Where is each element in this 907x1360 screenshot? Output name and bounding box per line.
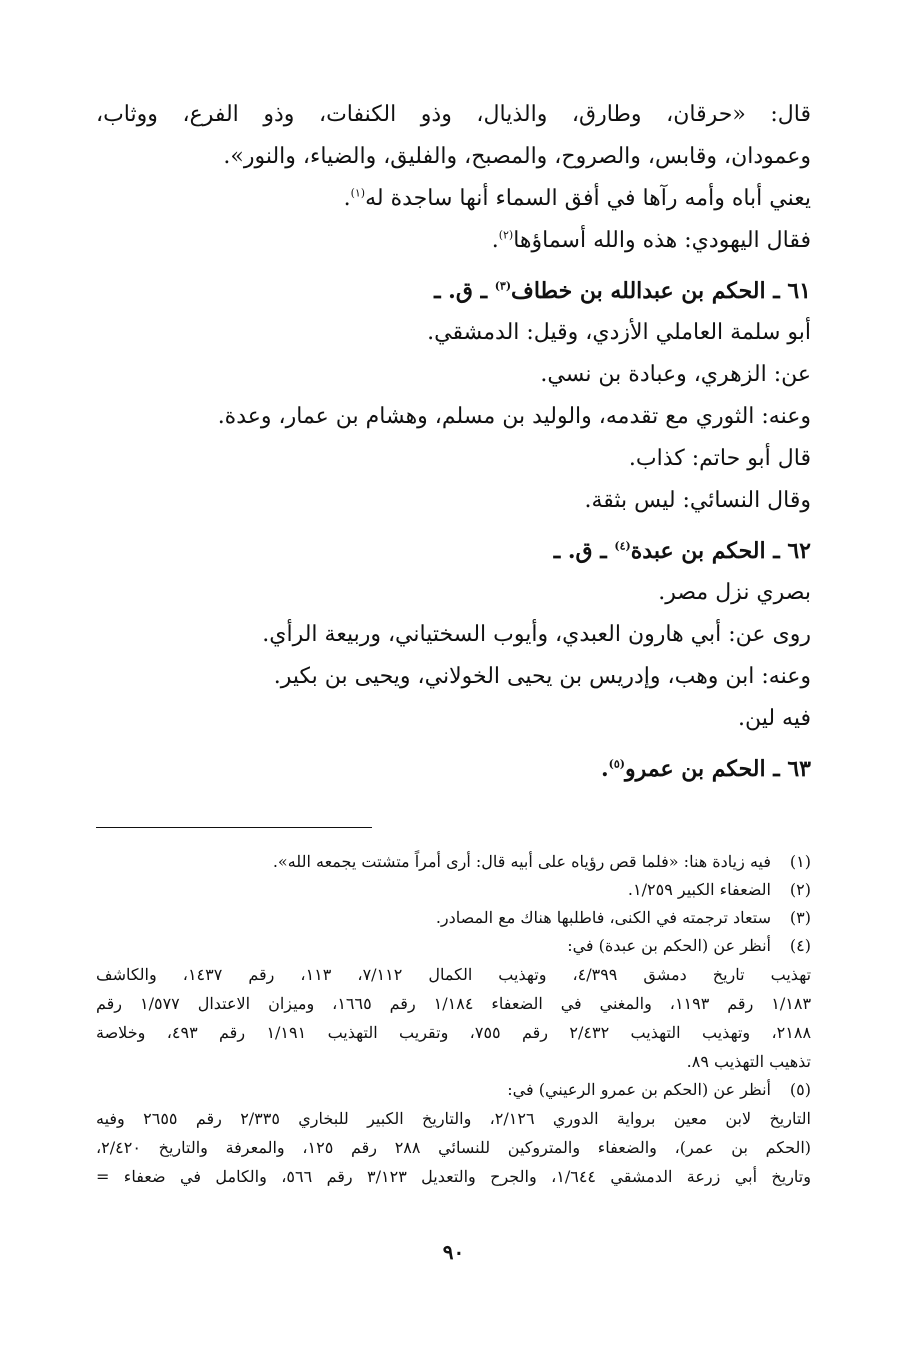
footnote-body [96, 876, 771, 904]
text-line: وعنه: ابن وهب، وإدريس بن يحيى الخولاني، ويحيى بن بكير. [273, 664, 811, 689]
entry-heading: ٦١ ـ الحكم بن عبدالله بن خطاف$^{(٣)}$ ـ ق. ـ [434, 278, 811, 304]
footnote [96, 904, 811, 932]
footnote-ref[interactable]: (٣) [494, 279, 512, 293]
footnote-number: (١) [789, 852, 811, 871]
footnote-number: (٣) [789, 908, 811, 927]
footnote-text: أنظر عن (الحكم بن عمرو الرعيني) في: [507, 1080, 771, 1099]
text-line: قال أبو حاتم: كذاب. [628, 446, 811, 471]
text-line: عن: الزهري، وعبادة بن نسي. [540, 362, 811, 387]
footnote-ref[interactable]: (٢) [498, 228, 514, 242]
text-line: وعمودان، وقابس، والصروح، والمصبح، والفليق، والضياء، والنور». [223, 144, 811, 169]
footnotes [96, 848, 811, 1191]
footnote-number: (٥) [789, 1080, 811, 1099]
text-line: وقال النسائي: ليس بثقة. [584, 488, 811, 513]
text-line: أبو سلمة العاملي الأزدي، وقيل: الدمشقي. [427, 320, 811, 345]
text-line: روى عن: أبي هارون العبدي، وأيوب السختياني، وربيعة الرأي. [262, 622, 811, 647]
footnote-line: تذهيب التهذيب ٨٩. [686, 1052, 811, 1071]
footnote-body [96, 904, 771, 932]
text-line: قال: «حرقان، وطارق، والذيال، وذو الكنفات، وذو الفرع، ووثاب، [96, 102, 811, 127]
footnote-body [96, 848, 771, 876]
footnote-text: أنظر عن (الحكم بن عبدة) في: [567, 936, 771, 955]
footnote-number: (٢) [789, 880, 811, 899]
entry-heading: ٦٢ ـ الحكم بن عبدة$^{(٤)}$ ـ ق. ـ [553, 538, 811, 564]
entry-heading: ٦٣ ـ الحكم بن عمرو$^{(٥)}$. [600, 756, 811, 782]
text-line: فقال اليهودي: هذه والله أسماؤها$^{(٢)}$. [491, 228, 811, 253]
text-line: يعني أباه وأمه رآها في أفق السماء أنها ساجدة له$^{(١)}$. [343, 186, 811, 211]
footnote-text: الضعفاء الكبير ١/٢٥٩. [627, 880, 771, 899]
footnote [96, 848, 811, 876]
footnote [96, 932, 811, 960]
text-line: بصري نزل مصر. [658, 580, 811, 605]
footnote-ref[interactable]: (٤) [614, 539, 631, 553]
footnote-text: فيه زيادة هنا: «فلما قص رؤياه على أبيه قال: أرى أمراً متشتت يجمعه الله». [272, 852, 771, 871]
footnote-line: (الحكم بن عمر)، والضعفاء والمتروكين للنسائي ٢٨٨ رقم ١٢٥، والمعرفة والتاريخ ٢/٤٢٠، [96, 1138, 812, 1157]
text-line: فيه لين. [737, 706, 811, 731]
footnote [96, 876, 811, 904]
footnote-line: تهذيب تاريخ دمشق ٤/٣٩٩، وتهذيب الكمال ٧/١١٢، ١١٣، رقم ١٤٣٧، والكاشف [96, 965, 812, 984]
footnote-line: ٢١٨٨، وتهذيب التهذيب ٢/٤٣٢ رقم ٧٥٥، وتقريب التهذيب ١/١٩١ رقم ٤٩٣، وخلاصة [96, 1023, 812, 1042]
main-text [96, 94, 811, 790]
text-line: وعنه: الثوري مع تقدمه، والوليد بن مسلم، وهشام بن عمار، وعدة. [217, 404, 811, 429]
page-number: ٩٠ [442, 1240, 465, 1264]
footnote-ref[interactable]: (٥) [608, 757, 625, 771]
footnote-body [96, 1076, 771, 1104]
footnote-line: التاريخ لابن معين برواية الدوري ٢/١٢٦، والتاريخ الكبير للبخاري ٢/٣٣٥ رقم ٢٦٥٥ وفيه [96, 1109, 811, 1128]
footnote-number: (٤) [789, 936, 811, 955]
footnote-divider [96, 827, 372, 828]
footnote-ref[interactable]: (١) [350, 186, 366, 200]
footnote [96, 1076, 811, 1104]
footnote-body [96, 932, 771, 960]
footnote-text: ستعاد ترجمته في الكنى، فاطلبها هناك مع المصادر. [435, 908, 771, 927]
footnote-line: وتاريخ أبي زرعة الدمشقي ١/٦٤٤، والجرح والتعديل ٣/١٢٣ رقم ٥٦٦، والكامل في ضعفاء = [96, 1167, 811, 1186]
footnote-line: ١/١٨٣ رقم ١١٩٣، والمغني في الضعفاء ١/١٨٤ رقم ١٦٦٥، وميزان الاعتدال ١/٥٧٧ رقم [96, 994, 812, 1013]
